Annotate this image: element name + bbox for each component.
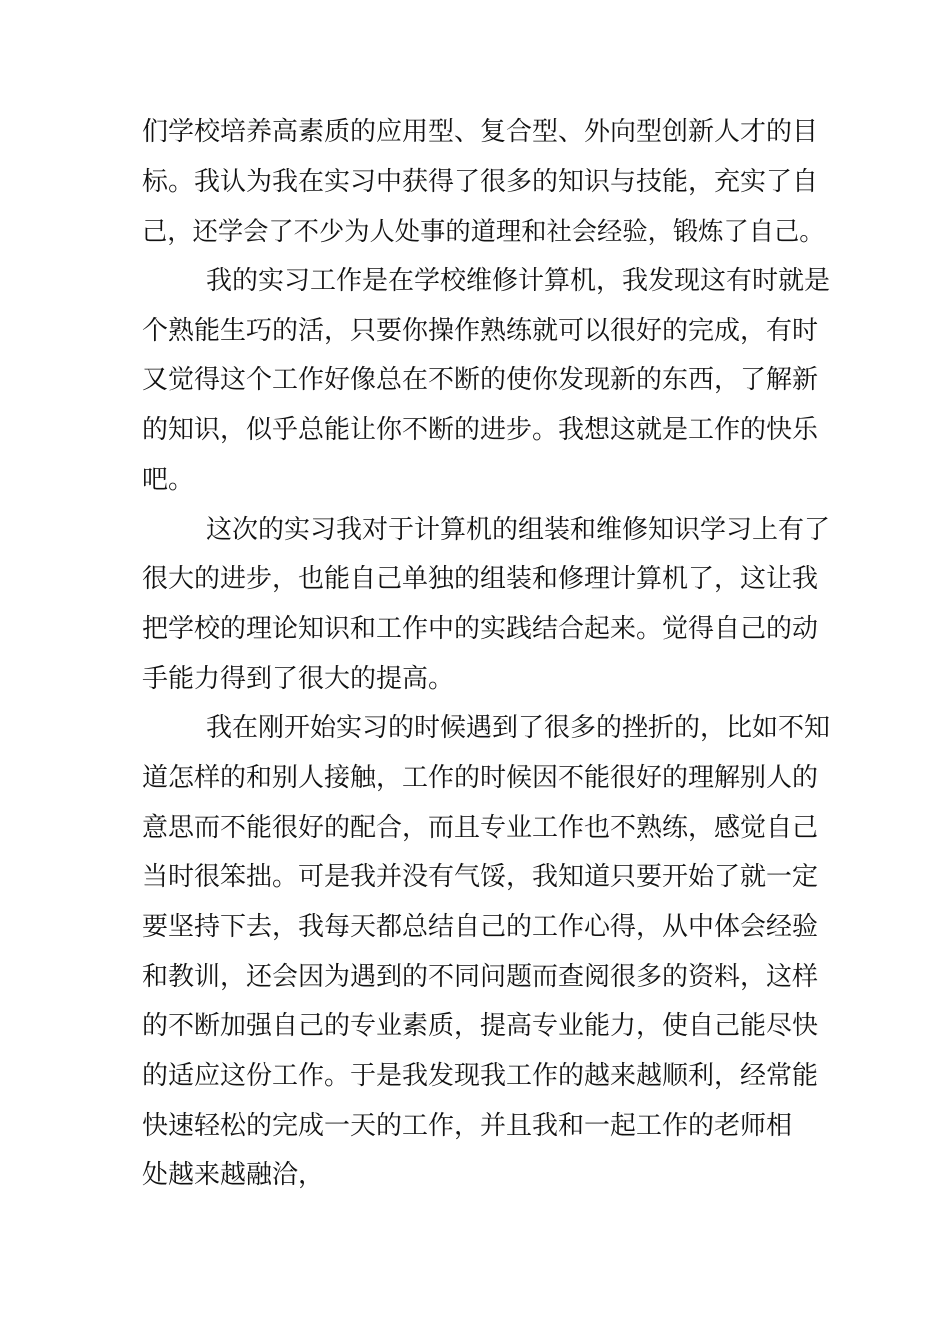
text-line-6: 又觉得这个工作好像总在不断的使你发现新的东西，了解新: [142, 365, 819, 396]
text-line-10: 很大的进步，也能自己单独的组装和修理计算机了，这让我: [142, 564, 819, 595]
text-line-16: 当时很笨拙。可是我并没有气馁，我知道只要开始了就一定: [142, 862, 819, 893]
text-line-14: 道怎样的和别人接触，工作的时候因不能很好的理解别人的: [142, 762, 819, 793]
text-line-9: 这次的实习我对于计算机的组装和维修知识学习上有了: [206, 514, 831, 545]
text-line-21: 快速轻松的完成一天的工作，并且我和一起工作的老师相: [142, 1110, 793, 1141]
text-line-4: 我的实习工作是在学校维修计算机，我发现这有时就是: [206, 266, 831, 297]
text-line-11: 把学校的理论知识和工作中的实践结合起来。觉得自己的动: [142, 613, 819, 644]
text-line-18: 和教训，还会因为遇到的不同问题而查阅很多的资料，这样: [142, 961, 819, 992]
text-line-1: 们学校培养高素质的应用型、复合型、外向型创新人才的目: [142, 117, 819, 147]
text-line-20: 的适应这份工作。于是我发现我工作的越来越顺利，经常能: [142, 1061, 819, 1092]
text-line-15: 意思而不能很好的配合，而且专业工作也不熟练，感觉自己: [142, 812, 819, 843]
text-line-22: 处越来越融洽，: [142, 1160, 325, 1191]
document-body: [142, 108, 832, 1201]
text-line-3: 己，还学会了不少为人处事的道理和社会经验，锻炼了自己。: [142, 217, 825, 247]
text-line-12: 手能力得到了很大的提高。: [142, 663, 455, 694]
text-line-5: 个熟能生巧的活，只要你操作熟练就可以很好的完成，有时: [142, 315, 819, 346]
text-line-7: 的知识，似乎总能让你不断的进步。我想这就是工作的快乐: [142, 415, 819, 446]
text-line-19: 的不断加强自己的专业素质，提高专业能力，使自己能尽快: [142, 1011, 819, 1042]
text-line-2: 标。我认为我在实习中获得了很多的知识与技能，充实了自: [142, 166, 819, 197]
text-line-8: 吧。: [142, 464, 195, 495]
text-line-13: 我在刚开始实习的时候遇到了很多的挫折的，比如不知: [206, 713, 831, 744]
text-line-17: 要坚持下去，我每天都总结自己的工作心得，从中体会经验: [142, 912, 819, 942]
